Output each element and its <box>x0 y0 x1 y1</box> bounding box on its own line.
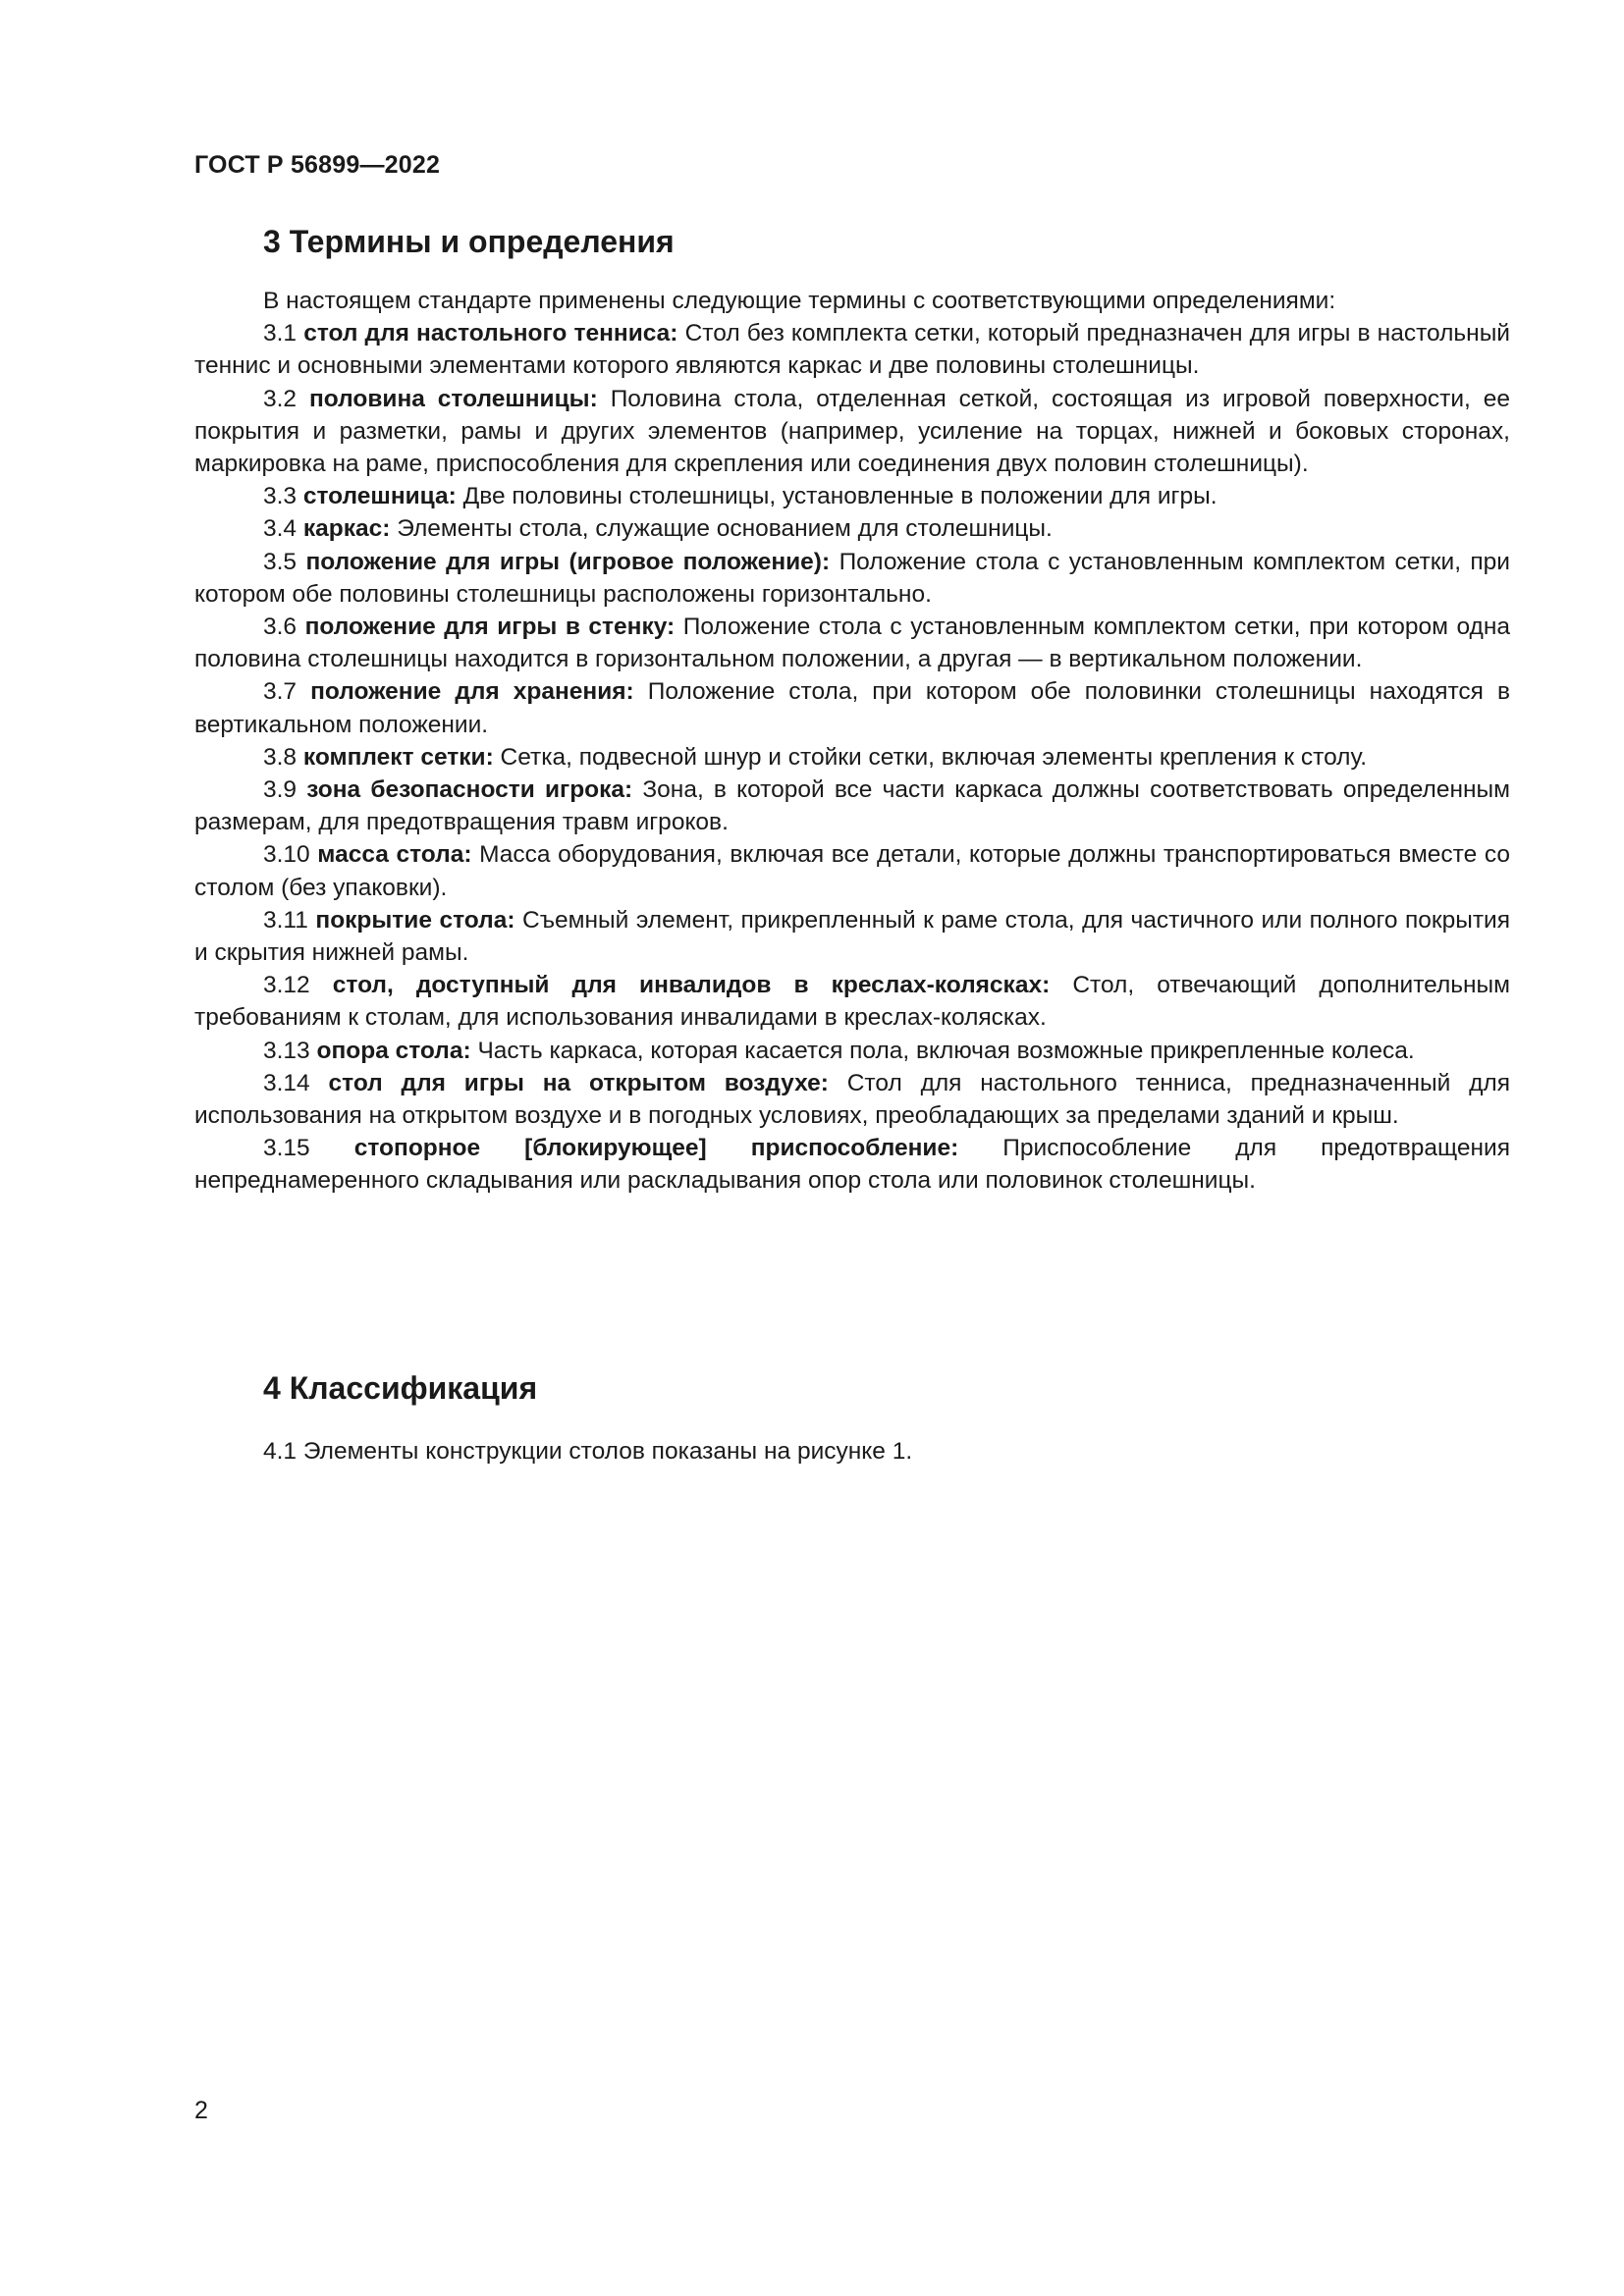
term-3-3: 3.3 столешница: Две половины столешницы, установленные в положении для игры. <box>263 483 1218 510</box>
term-3-9: 3.9 зона безопасности игрока: Зона, в которой все части каркаса должны соответствовать определенным размерам, для предотвращения травм игроков. <box>194 776 1510 836</box>
term-3-8: 3.8 комплект сетки: Сетка, подвесной шнур и стойки сетки, включая элементы крепления к столу. <box>263 743 1368 771</box>
section-4-title: 4 Классификация <box>263 1370 538 1406</box>
term-3-15: 3.15 стопорное [блокирующее] приспособление: Приспособление для предотвращения непреднамеренного складывания или раскладывания опор стола или половинок столешницы. <box>194 1135 1511 1195</box>
paragraph-4-1: 4.1 Элементы конструкции столов показаны на рисунке 1. <box>263 1438 913 1465</box>
document-id-header: ГОСТ Р 56899—2022 <box>194 151 441 179</box>
term-3-4: 3.4 каркас: Элементы стола, служащие основанием для столешницы. <box>263 515 1053 543</box>
term-3-12: 3.12 стол, доступный для инвалидов в креслах-колясках: Стол, отвечающий дополнительным требованиям к столам, для использования инвалидами в креслах-колясках. <box>194 972 1511 1032</box>
section-3-body <box>194 285 1510 1198</box>
term-3-11: 3.11 покрытие стола: Съемный элемент, прикрепленный к раме стола, для частичного или полного покрытия и скрытия нижней рамы. <box>194 906 1510 967</box>
term-3-10: 3.10 масса стола: Масса оборудования, включая все детали, которые должны транспортироваться вместе со столом (без упаковки). <box>194 841 1510 901</box>
term-3-6: 3.6 положение для игры в стенку: Положение стола с установленным комплектом сетки, при котором одна половина столешницы находится в горизонтальном положении, а другая — в вертикальном положении. <box>194 614 1510 673</box>
term-3-2: 3.2 половина столешницы: Половина стола, отделенная сеткой, состоящая из игровой поверхности, ее покрытия и разметки, рамы и других элементов (например, усиление на торцах, нижней и боковых сторонах, маркировка на раме, приспособления для скрепления или соединения двух половин столешницы). <box>194 385 1511 478</box>
section-3-intro: В настоящем стандарте применены следующие термины с соответствующими определениями: <box>263 288 1336 314</box>
page-number: 2 <box>194 2097 208 2124</box>
term-3-13: 3.13 опора стола: Часть каркаса, которая касается пола, включая возможные прикрепленные колеса. <box>263 1037 1415 1064</box>
term-3-1: 3.1 стол для настольного тенниса: Стол без комплекта сетки, который предназначен для игры в настольный теннис и основными элементами которого являются каркас и две половины столешницы. <box>194 320 1510 380</box>
section-4-body <box>194 1435 1510 1468</box>
term-3-5: 3.5 положение для игры (игровое положение): Положение стола с установленным комплектом сетки, при котором обе половины столешницы расположены горизонтально. <box>194 548 1510 608</box>
section-3-title: 3 Термины и определения <box>263 224 675 259</box>
term-3-7: 3.7 положение для хранения: Положение стола, при котором обе половинки столешницы находятся в вертикальном положении. <box>194 678 1510 738</box>
term-3-14: 3.14 стол для игры на открытом воздухе: Стол для настольного тенниса, предназначенный для использования на открытом воздухе и в погодных условиях, преобладающих за пределами зданий и крыш. <box>194 1069 1510 1130</box>
